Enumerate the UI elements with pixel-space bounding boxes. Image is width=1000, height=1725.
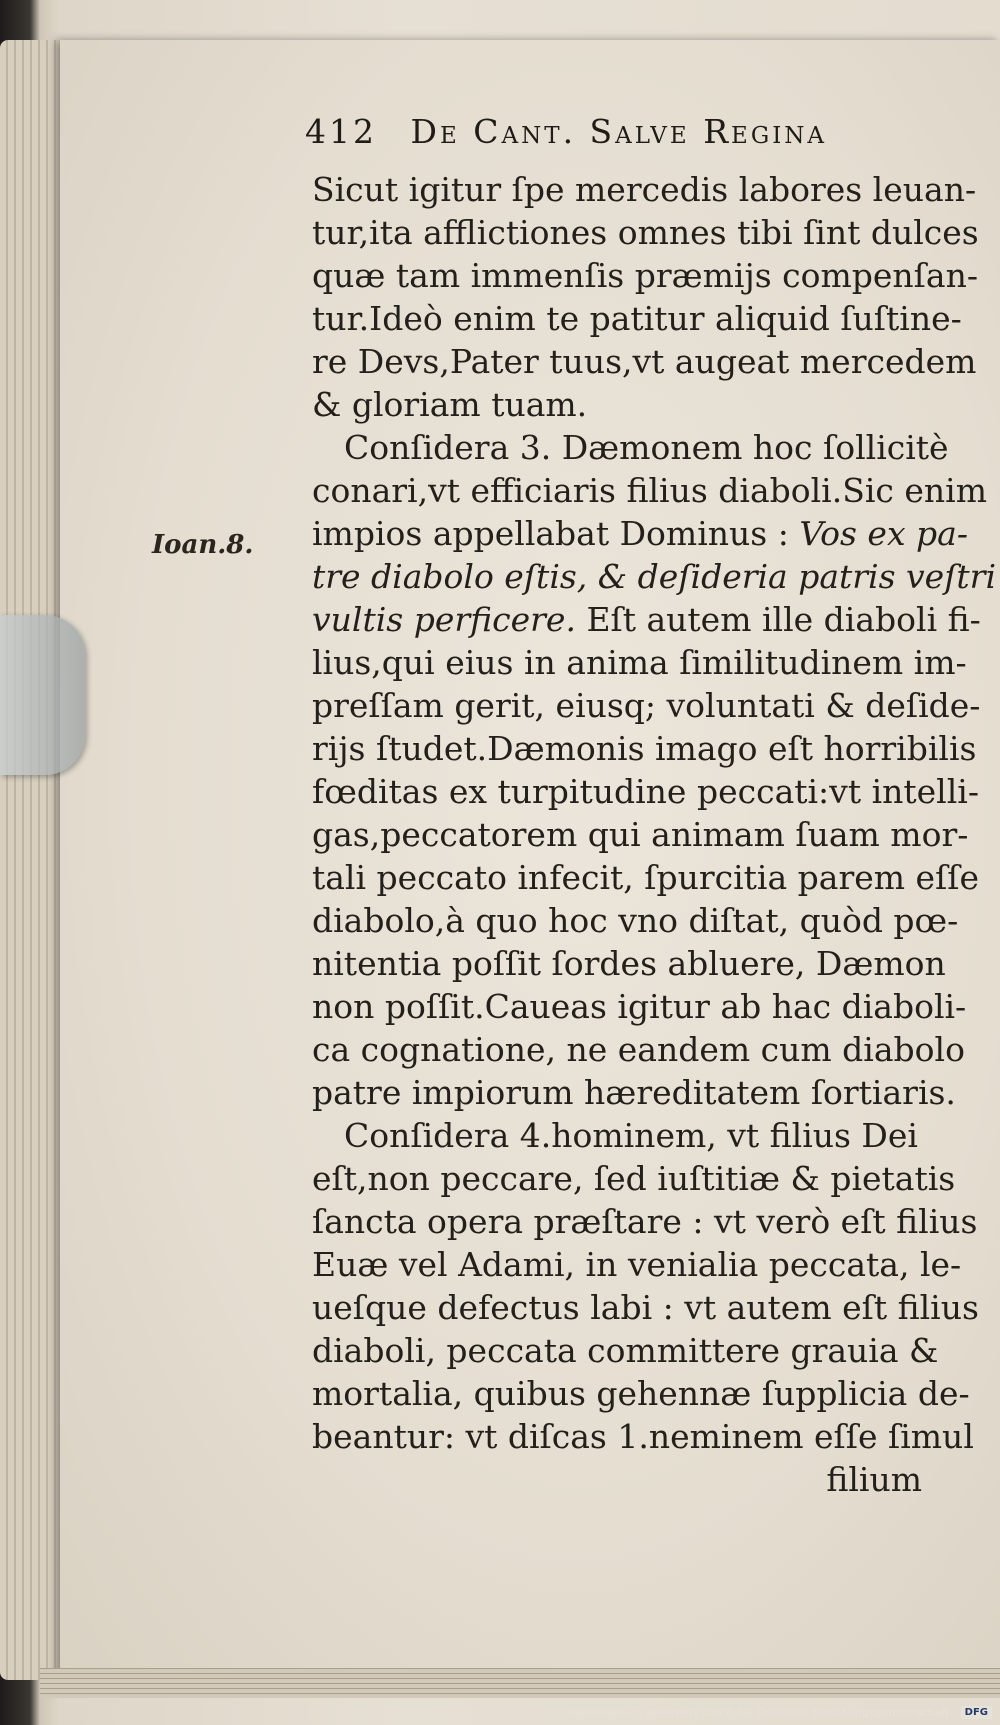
text-line: gas,peccatorem qui animam ſuam mor-	[312, 815, 969, 854]
bookmark-tab	[0, 615, 85, 775]
text-line: Conſidera 3. Dæmonem hoc ſollicitè	[344, 428, 949, 467]
text-line: Conſidera 4.hominem, vt filius Dei	[344, 1116, 918, 1155]
running-title: De Cant. Salve Regina	[410, 112, 828, 151]
scripture-quote: Vos ex pa-	[799, 514, 969, 553]
text-line: ſancta opera præſtare : vt verò eſt filius	[312, 1202, 978, 1241]
text-line: eſt,non peccare, ſed iuſtitiæ & pietatis	[312, 1159, 956, 1198]
body-text	[312, 168, 997, 1501]
footer-text: Digitalisierung gefördert durch die Deutsche Forschungsgemeinschaft -	[563, 1705, 957, 1719]
text-line: tur.Ideò enim te patitur aliquid ſuſtine-	[312, 299, 962, 338]
text-line: quæ tam immenſis præmijs compenſan-	[312, 256, 978, 295]
text-segment: Eſt autem ille diaboli fi-	[586, 600, 981, 639]
text-segment: impios appellabat Dominus :	[312, 514, 789, 553]
text-line: fœditas ex turpitudine peccati:vt intelli-	[312, 772, 979, 811]
text-line: nitentia poſſit ſordes abluere, Dæmon	[312, 944, 946, 983]
text-line: beantur: vt diſcas 1.neminem eſſe ſimul	[312, 1417, 974, 1456]
text-line: Sicut igitur ſpe mercedis labores leuan-	[312, 170, 977, 209]
running-header	[305, 112, 905, 168]
text-line: Euæ vel Adami, in venialia peccata, le-	[312, 1245, 962, 1284]
text-line: conari,vt efficiaris filius diaboli.Sic enim	[312, 471, 987, 510]
scripture-quote: vultis perficere.	[312, 600, 576, 639]
text-line: lius,qui eius in anima ſimilitudinem im-	[312, 643, 967, 682]
text-line: mortalia, quibus gehennæ ſupplicia de-	[312, 1374, 970, 1413]
catchword: filium	[826, 1460, 922, 1499]
text-line: tali peccato infecit, ſpurcitia parem eſſe	[312, 858, 980, 897]
text-line: preſſam gerit, eiusq; voluntati & deſide-	[312, 686, 981, 725]
text-line: ca cognatione, ne eandem cum diabolo	[312, 1030, 965, 1069]
page-number: 412	[305, 112, 377, 151]
text-line	[312, 598, 981, 641]
text-line: ueſque defectus labi : vt autem eſt filius	[312, 1288, 979, 1327]
text-line	[312, 512, 969, 555]
text-line: tur,ita afflictiones omnes tibi ſint dulces	[312, 213, 979, 252]
text-line: re Devs,Pater tuus,vt augeat mercedem	[312, 342, 977, 381]
text-line: patre impiorum hæreditatem ſortiaris.	[312, 1073, 956, 1112]
margin-note: Ioan.8.	[152, 530, 254, 560]
text-line: diaboli, peccata committere grauia &	[312, 1331, 939, 1370]
text-line: & gloriam tuam.	[312, 385, 588, 424]
page-stack-bottom	[40, 1668, 1000, 1698]
scripture-quote-line: tre diabolo eſtis, & deſideria patris veſtri	[312, 557, 997, 596]
text-line: non poſſit.Caueas igitur ab hac diaboli-	[312, 987, 967, 1026]
text-line: rijs ſtudet.Dæmonis imago eſt horribilis	[312, 729, 977, 768]
digitization-footer	[563, 1702, 992, 1722]
text-line: diabolo,à quo hoc vno diſtat, quòd pœ-	[312, 901, 959, 940]
dfg-logo: DFG	[961, 1706, 992, 1719]
